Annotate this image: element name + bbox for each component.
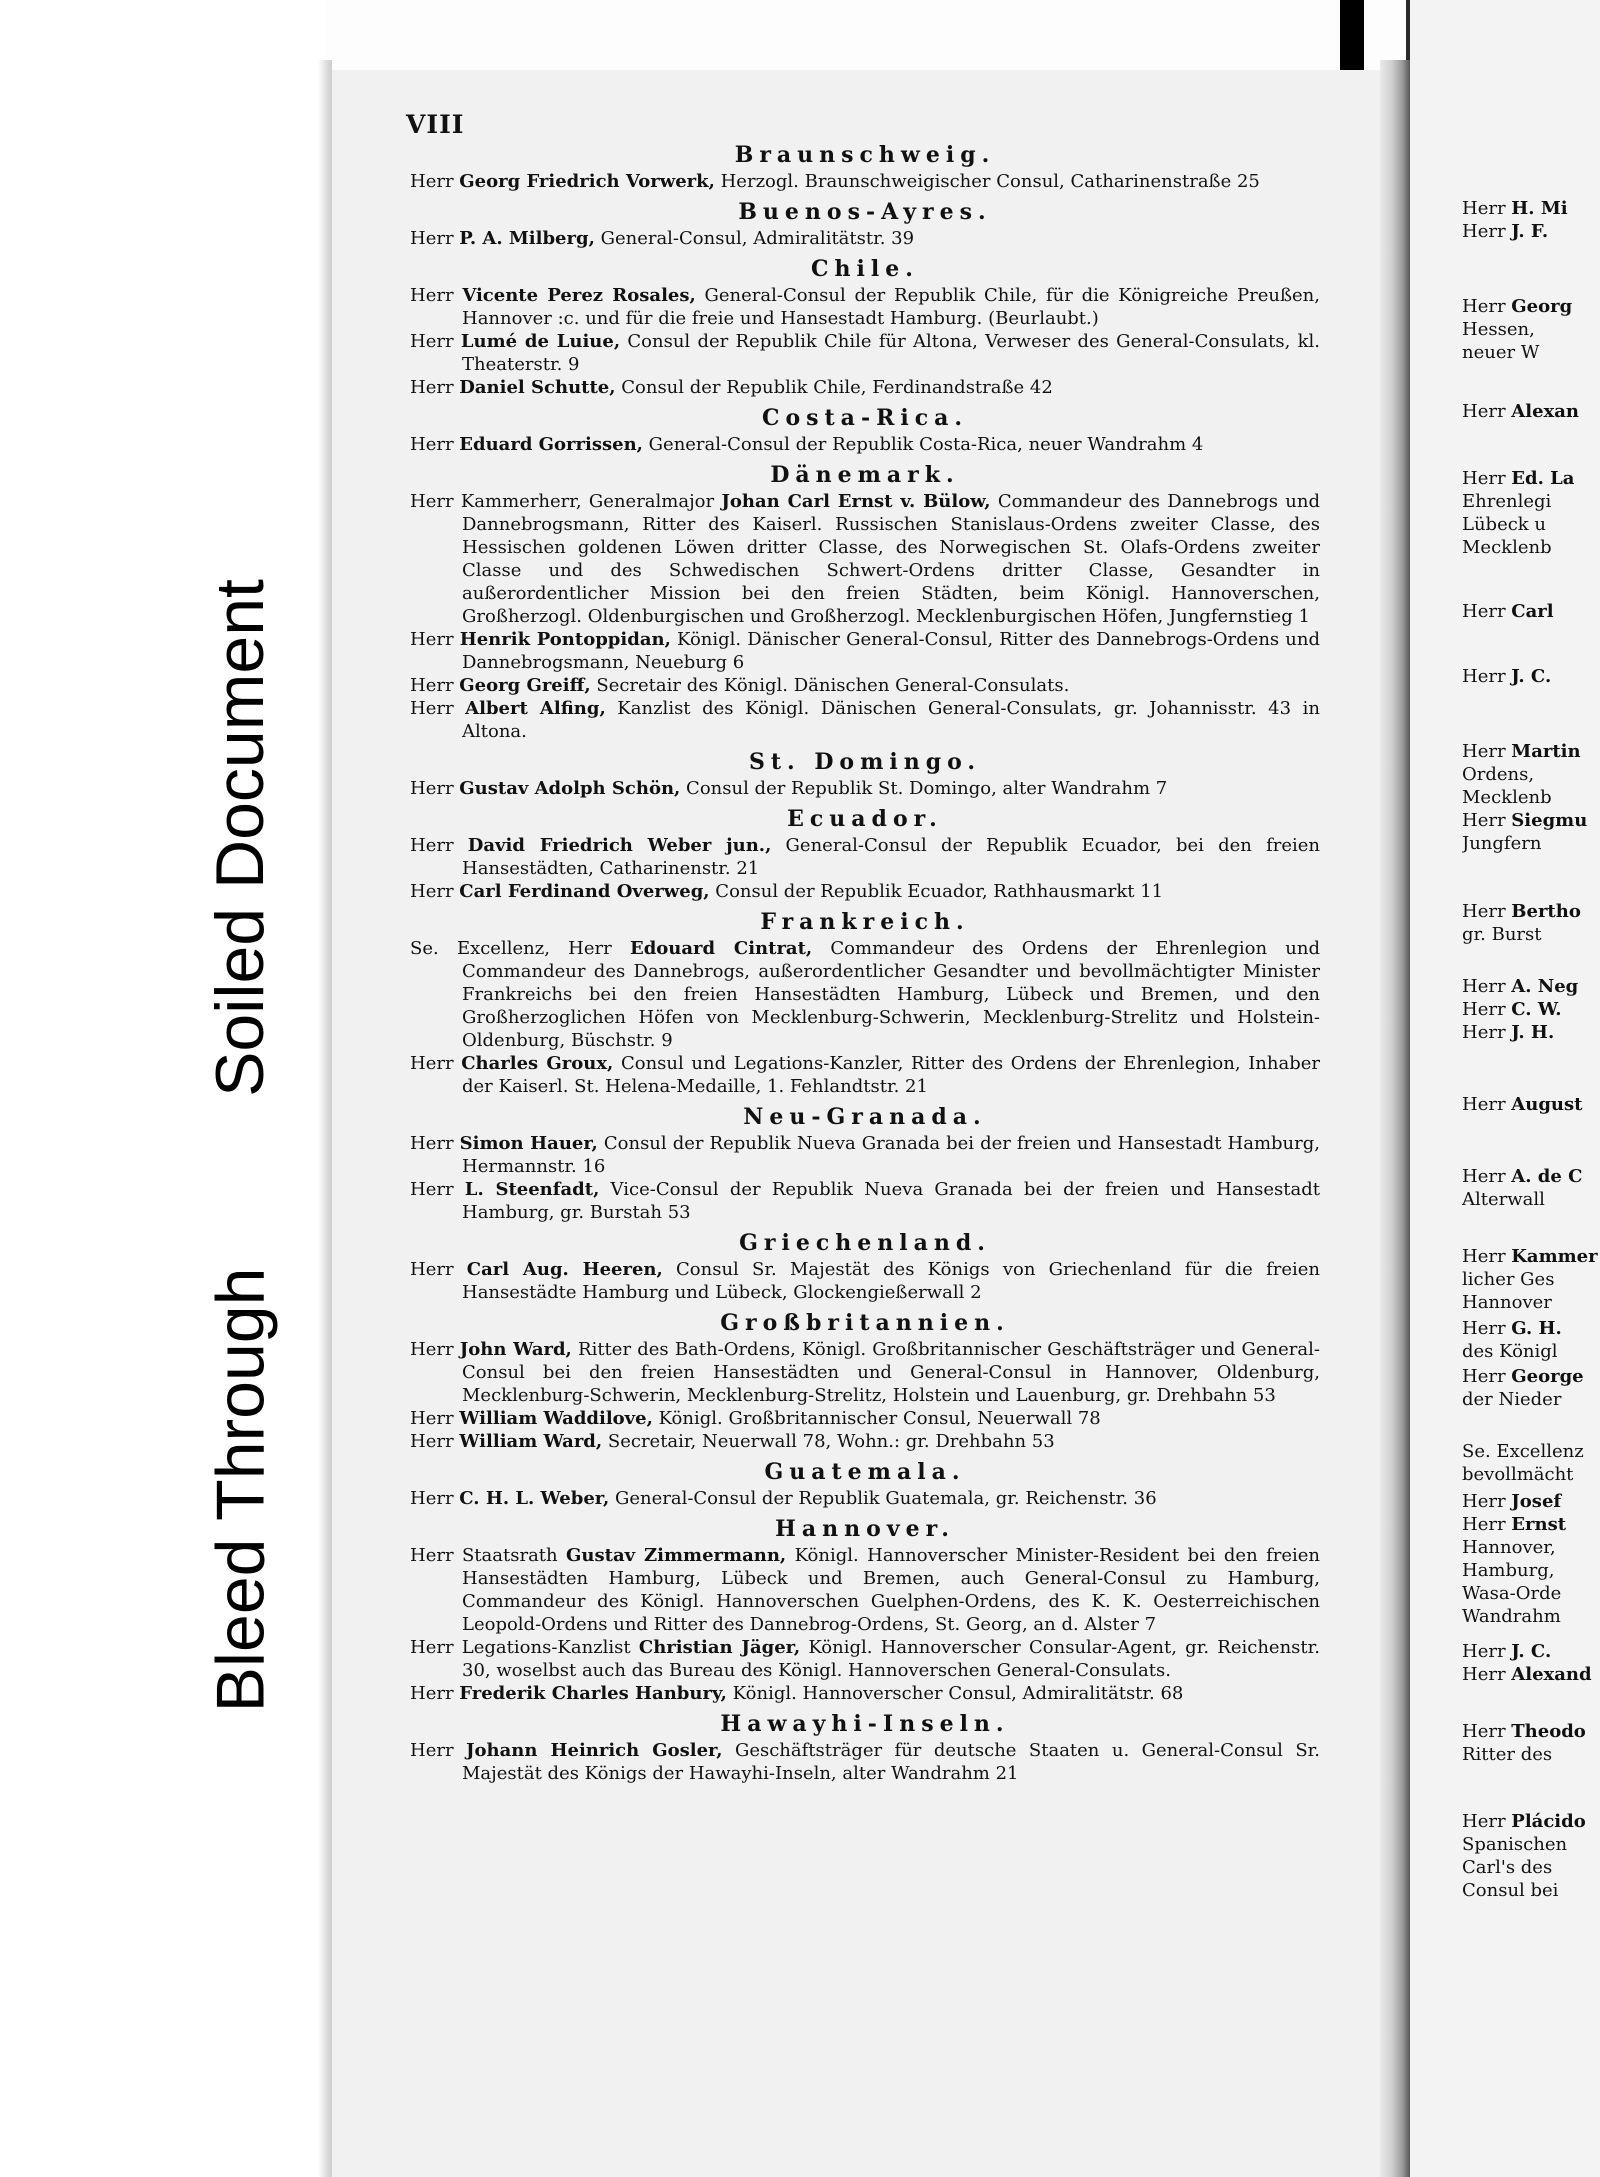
fragment-prefix: Herr	[1462, 296, 1512, 317]
entry-text: General-Consul, Admiralitätstr. 39	[594, 228, 915, 249]
entry	[410, 1178, 1320, 1224]
section-title: Guatemala.	[764, 1459, 966, 1485]
entry-text: Consul der Republik Ecuador, Rathhausmarkt 11	[709, 881, 1164, 902]
entry-name: Christian Jäger,	[638, 1637, 801, 1658]
entry	[410, 674, 1320, 697]
entry-prefix: Herr	[410, 1259, 467, 1280]
entry-name: Gustav Adolph Schön,	[459, 778, 681, 799]
entry-prefix: Herr	[410, 285, 463, 306]
entry-text: Königl. Dänischer General-Consul, Ritter des Dannebrogs-Ordens und Dannebrogsmann, Neueburg 6	[462, 629, 1321, 673]
entry-name: L. Steenfadt,	[464, 1179, 600, 1200]
adjacent-fragment	[1462, 1463, 1600, 1486]
entry	[410, 1739, 1320, 1785]
adjacent-fragment	[1462, 1810, 1600, 1833]
adjacent-fragment	[1462, 1582, 1600, 1605]
entry-text: Consul und Legations-Kanzler, Ritter des Ordens der Ehrenlegion, Inhaber der Kaiserl. St. Helena-Medaille, 1. Fehlandtstr. 21	[462, 1053, 1320, 1097]
adjacent-fragment	[1462, 1317, 1600, 1340]
section-title: Dänemark.	[770, 462, 960, 488]
adjacent-fragment	[1462, 220, 1600, 243]
entry-prefix: Herr	[410, 1488, 460, 1509]
fragment-prefix: Herr	[1462, 401, 1512, 422]
entry-text: Herzogl. Braunschweigischer Consul, Catharinenstraße 25	[714, 171, 1260, 192]
fragment-text: licher Ges	[1462, 1269, 1555, 1290]
entry-prefix: Herr	[410, 1133, 460, 1154]
fragment-prefix: Herr	[1462, 741, 1512, 762]
entry-name: Georg Friedrich Vorwerk,	[459, 171, 715, 192]
adjacent-fragment	[1462, 1340, 1600, 1363]
soiled-document-label	[165, 543, 315, 1133]
fragment-prefix: Herr	[1462, 1094, 1512, 1115]
entry-prefix: Herr	[410, 698, 466, 719]
entry	[410, 330, 1320, 376]
adjacent-fragment	[1462, 1833, 1600, 1856]
entry	[410, 1636, 1320, 1682]
fragment-prefix: Herr	[1462, 1664, 1512, 1685]
entry-text: Secretair des Königl. Dänischen General-Consulats.	[590, 675, 1070, 696]
fragment-name: Kammer	[1511, 1246, 1598, 1267]
entry-text: Consul der Republik Chile für Altona, Verweser des General-Consulats, kl. Theaterstr. 9	[462, 331, 1321, 375]
entry-text: General-Consul der Republik Ecuador, bei den freien Hansestädten, Catharinenstr. 21	[462, 835, 1320, 879]
adjacent-fragment	[1462, 1640, 1600, 1663]
section-title: Buenos-Ayres.	[738, 199, 992, 225]
adjacent-fragment	[1462, 197, 1600, 220]
entry-name: Daniel Schutte,	[459, 377, 616, 398]
entry-name: Simon Hauer,	[459, 1133, 598, 1154]
entry-text: Königl. Hannoverscher Minister-Resident bei den freien Hansestädten Hamburg, Lübeck und Bremen, auch General-Consul zu Hamburg, Commandeur des Königl. Hannoverschen Guelphen-Ordens, des K. K. Oesterreichischen Leopold-Ordens und Ritter des Dannebrog-Ordens, St. Georg, an d. Alster 7	[462, 1545, 1320, 1635]
section	[410, 403, 1320, 456]
adjacent-fragment	[1462, 490, 1600, 513]
fragment-text: Hannover	[1462, 1292, 1552, 1313]
fragment-prefix: Herr	[1462, 666, 1512, 687]
fragment-text: Mecklenb	[1462, 537, 1552, 558]
adjacent-fragment	[1462, 665, 1600, 688]
adjacent-fragment	[1462, 1605, 1600, 1628]
entry-name: Edouard Cintrat,	[629, 938, 813, 959]
fragment-name: J. F.	[1511, 221, 1549, 242]
fragment-prefix: Herr	[1462, 901, 1512, 922]
fragment-text: Spanischen	[1462, 1834, 1568, 1855]
fragment-name: Plácido	[1511, 1811, 1586, 1832]
entry	[410, 1258, 1320, 1304]
entry-prefix: Herr	[410, 778, 460, 799]
section	[410, 1457, 1320, 1510]
entry	[410, 777, 1320, 800]
section	[410, 197, 1320, 250]
entry-prefix: Herr Staatsrath	[410, 1545, 567, 1566]
entry	[410, 490, 1320, 628]
fragment-name: Martin	[1511, 741, 1581, 762]
entry-text: General-Consul der Republik Chile, für die Königreiche Preußen, Hannover :c. und für die freie und Hansestadt Hamburg. (Beurlaubt.)	[462, 285, 1321, 329]
fragment-name: George	[1511, 1366, 1584, 1387]
entry-text: General-Consul der Republik Guatemala, gr. Reichenstr. 36	[609, 1488, 1157, 1509]
entry-text: Commandeur des Ordens der Ehrenlegion und Commandeur des Dannebrogs, außerordentlicher Gesandter und bevollmächtigter Minister Frankreichs bei den freien Hansestädten Hamburg, Lübeck und Bremen, und den Großherzoglichen Höfen von Mecklenburg-Schwerin, Mecklenburg-Strelitz und Holstein-Oldenburg, Büschstr. 9	[462, 938, 1320, 1051]
entry-name: Carl Aug. Heeren,	[466, 1259, 663, 1280]
entry-text: Kanzlist des Königl. Dänischen General-Consulats, gr. Johannisstr. 43 in Altona.	[462, 698, 1320, 742]
entry-text: Consul der Republik Chile, Ferdinandstraße 42	[615, 377, 1053, 398]
entry-text: Ritter des Bath-Ordens, Königl. Großbritannischer Geschäftsträger und General-Consul bei den freien Hansestädten und General-Consul in Hannover, Oldenburg, Mecklenburg-Schwerin, Mecklenburg-Strelitz, Holstein und Lauenburg, gr. Drehbahn 53	[462, 1339, 1320, 1406]
fragment-text: neuer W	[1462, 342, 1540, 363]
entry-prefix: Herr	[410, 434, 460, 455]
entry	[410, 433, 1320, 456]
fragment-text: Alterwall	[1462, 1189, 1545, 1210]
entry-text: Königl. Hannoverscher Consular-Agent, gr. Reichenstr. 30, woselbst auch das Bureau des Königl. Hannoverschen General-Consulats.	[462, 1637, 1320, 1681]
entry-text: Consul der Republik Nueva Granada bei der freien und Hansestadt Hamburg, Hermannstr. 16	[462, 1133, 1320, 1177]
fragment-prefix: Herr	[1462, 810, 1512, 831]
fragment-prefix: Herr	[1462, 1641, 1512, 1662]
page-right-edge	[1380, 60, 1410, 2177]
entry	[410, 1407, 1320, 1430]
entry-prefix: Herr	[410, 331, 461, 352]
entry-name: William Waddilove,	[459, 1408, 653, 1429]
adjacent-fragment	[1462, 1513, 1600, 1536]
fragment-name: Alexand	[1511, 1664, 1592, 1685]
section-title: Griechenland.	[739, 1230, 991, 1256]
section-title: Costa-Rica.	[761, 405, 969, 431]
fragment-prefix: Herr	[1462, 1318, 1512, 1339]
section	[410, 804, 1320, 903]
entry-prefix: Herr	[410, 1053, 462, 1074]
entry-prefix: Se. Excellenz, Herr	[410, 938, 630, 959]
entry-text: Consul Sr. Majestät des Königs von Griechenland für die freien Hansestädte Hamburg und Lübeck, Glockengießerwall 2	[462, 1259, 1320, 1303]
adjacent-fragment	[1462, 1165, 1600, 1188]
fragment-text: Ritter des	[1462, 1744, 1553, 1765]
section	[410, 254, 1320, 399]
fragment-name: Bertho	[1511, 901, 1581, 922]
adjacent-fragment	[1462, 1536, 1600, 1559]
adjacent-fragment	[1462, 998, 1600, 1021]
fragment-text: Lübeck u	[1462, 514, 1547, 535]
entry-prefix: Herr	[410, 835, 468, 856]
fragment-prefix: Herr	[1462, 221, 1512, 242]
entry	[410, 1682, 1320, 1705]
entry	[410, 1544, 1320, 1636]
fragment-prefix: Herr	[1462, 976, 1512, 997]
adjacent-fragment	[1462, 1440, 1600, 1463]
fragment-name: H. Mi	[1511, 198, 1568, 219]
adjacent-fragment	[1462, 318, 1600, 341]
fragment-name: A. de C	[1511, 1166, 1583, 1187]
adjacent-fragment	[1462, 1490, 1600, 1513]
entry-text: Geschäftsträger für deutsche Staaten u. General-Consul Sr. Majestät des Königs der Hawayhi-Inseln, alter Wandrahm 21	[462, 1740, 1321, 1784]
adjacent-fragment	[1462, 536, 1600, 559]
adjacent-fragment	[1462, 1188, 1600, 1211]
entry-prefix: Herr	[410, 377, 460, 398]
adjacent-fragment	[1462, 600, 1600, 623]
adjacent-fragment	[1462, 809, 1600, 832]
adjacent-fragment	[1462, 923, 1600, 946]
entry-text: Königl. Großbritannischer Consul, Neuerwall 78	[652, 1408, 1101, 1429]
fragment-text: Consul bei	[1462, 1880, 1559, 1901]
entry-text: Vice-Consul der Republik Nueva Granada bei der freien und Hansestadt Hamburg, gr. Burstah 53	[462, 1179, 1320, 1223]
entry	[410, 880, 1320, 903]
entry	[410, 170, 1320, 193]
adjacent-fragment	[1462, 900, 1600, 923]
section-title: Ecuador.	[787, 806, 943, 832]
section	[410, 1709, 1320, 1785]
fragment-prefix: Se. Excellenz	[1462, 1441, 1584, 1462]
entry-name: Lumé de Luiue,	[460, 331, 621, 352]
fragment-text: gr. Burst	[1462, 924, 1542, 945]
fragment-text: Hannover,	[1462, 1537, 1556, 1558]
section	[410, 1228, 1320, 1304]
adjacent-fragment	[1462, 975, 1600, 998]
entry-name: Henrik Pontoppidan,	[459, 629, 671, 650]
fragment-name: Theodo	[1511, 1721, 1586, 1742]
section-title: Hawayhi-Inseln.	[720, 1711, 1010, 1737]
entry-text: Consul der Republik St. Domingo, alter Wandrahm 7	[680, 778, 1168, 799]
section-title: Chile.	[811, 256, 919, 282]
section-title: Hannover.	[775, 1516, 955, 1542]
entry-name: David Friedrich Weber jun.,	[467, 835, 772, 856]
fragment-name: J. C.	[1511, 666, 1552, 687]
entry-prefix: Herr	[410, 675, 460, 696]
fragment-text: Wasa-Orde	[1462, 1583, 1562, 1604]
section-title: Neu-Granada.	[743, 1104, 987, 1130]
entry-prefix: Herr	[410, 1408, 460, 1429]
fragment-prefix: Herr	[1462, 1514, 1512, 1535]
entry	[410, 1487, 1320, 1510]
section	[410, 1102, 1320, 1224]
entry-name: William Ward,	[459, 1431, 603, 1452]
entry	[410, 1338, 1320, 1407]
entry	[410, 628, 1320, 674]
fragment-name: Carl	[1511, 601, 1554, 622]
fragment-name: C. W.	[1511, 999, 1562, 1020]
entry-name: Eduard Gorrissen,	[459, 434, 643, 455]
bleed-through-label	[165, 1195, 315, 1785]
entry-prefix: Herr	[410, 171, 460, 192]
entry-name: C. H. L. Weber,	[459, 1488, 610, 1509]
adjacent-fragment	[1462, 1879, 1600, 1902]
entry-prefix: Herr	[410, 1179, 465, 1200]
fragment-text: Hamburg,	[1462, 1560, 1555, 1581]
entry-prefix: Herr	[410, 1740, 467, 1761]
entry	[410, 937, 1320, 1052]
adjacent-fragment	[1462, 786, 1600, 809]
fragment-prefix: Herr	[1462, 1246, 1512, 1267]
fragment-prefix: Herr	[1462, 1022, 1512, 1043]
fragment-text: der Nieder	[1462, 1389, 1562, 1410]
section	[410, 460, 1320, 743]
adjacent-fragment	[1462, 1268, 1600, 1291]
fragment-text: Carl's des	[1462, 1857, 1553, 1878]
adjacent-fragment	[1462, 341, 1600, 364]
section-title: Frankreich.	[760, 909, 970, 935]
fragment-text: Jungfern	[1462, 833, 1542, 854]
fragment-prefix: Herr	[1462, 198, 1512, 219]
entry-prefix: Herr	[410, 1339, 460, 1360]
adjacent-fragment	[1462, 1663, 1600, 1686]
entry-prefix: Herr Legations-Kanzlist	[410, 1637, 639, 1658]
adjacent-fragment	[1462, 1743, 1600, 1766]
fragment-name: G. H.	[1511, 1318, 1562, 1339]
fragment-text: Ehrenlegi	[1462, 491, 1552, 512]
section	[410, 140, 1320, 193]
adjacent-fragment	[1462, 1021, 1600, 1044]
fragment-prefix: Herr	[1462, 1491, 1512, 1512]
fragment-prefix: Herr	[1462, 601, 1512, 622]
fragment-prefix: Herr	[1462, 1811, 1512, 1832]
entry-name: Frederik Charles Hanbury,	[459, 1683, 727, 1704]
fragment-name: A. Neg	[1511, 976, 1579, 997]
adjacent-fragment	[1462, 513, 1600, 536]
section-title: St. Domingo.	[748, 749, 982, 775]
entry-name: Gustav Zimmermann,	[566, 1545, 787, 1566]
fragment-name: Siegmu	[1511, 810, 1588, 831]
entry-name: John Ward,	[459, 1339, 572, 1360]
entry	[410, 1052, 1320, 1098]
gutter-shadow	[1340, 0, 1364, 70]
entry	[410, 1132, 1320, 1178]
adjacent-fragment	[1462, 763, 1600, 786]
entry-name: P. A. Milberg,	[459, 228, 595, 249]
directory-text	[410, 110, 1320, 1785]
fragment-text: Mecklenb	[1462, 787, 1552, 808]
entry-prefix: Herr	[410, 629, 460, 650]
entry-name: Albert Alfing,	[465, 698, 606, 719]
fragment-prefix: Herr	[1462, 1366, 1512, 1387]
entry-text: General-Consul der Republik Costa-Rica, neuer Wandrahm 4	[642, 434, 1204, 455]
adjacent-fragment	[1462, 1093, 1600, 1116]
fragment-name: Ernst	[1511, 1514, 1567, 1535]
fragment-name: Ed. La	[1511, 468, 1575, 489]
section	[410, 1514, 1320, 1705]
entry	[410, 227, 1320, 250]
page-left-shadow	[318, 60, 332, 2177]
entry-prefix: Herr	[410, 881, 460, 902]
fragment-text: Ordens,	[1462, 764, 1535, 785]
bleed-through-text: Bleed Through	[202, 1267, 279, 1713]
entry-prefix: Herr	[410, 228, 460, 249]
section-title: Braunschweig.	[734, 142, 996, 168]
fragment-text: des Königl	[1462, 1341, 1558, 1362]
entry	[410, 284, 1320, 330]
fragment-text: Wandrahm	[1462, 1606, 1561, 1627]
fragment-prefix: Herr	[1462, 1166, 1512, 1187]
entry-text: Königl. Hannoverscher Consul, Admiralitätstr. 68	[726, 1683, 1184, 1704]
entry-name: Georg Greiff,	[459, 675, 591, 696]
fragment-text: Hessen,	[1462, 319, 1535, 340]
fragment-text: bevollmächt	[1462, 1464, 1574, 1485]
adjacent-fragment	[1462, 295, 1600, 318]
page-number: VIII	[406, 110, 465, 139]
entry-name: Vicente Perez Rosales,	[462, 285, 696, 306]
entry-prefix: Herr	[410, 1683, 460, 1704]
adjacent-fragment	[1462, 740, 1600, 763]
fragment-prefix: Herr	[1462, 999, 1512, 1020]
fragment-prefix: Herr	[1462, 1721, 1512, 1742]
entry-prefix: Herr Kammerherr, Generalmajor	[410, 491, 722, 512]
fragment-name: Josef	[1511, 1491, 1562, 1512]
adjacent-fragment	[1462, 832, 1600, 855]
entry-text: Secretair, Neuerwall 78, Wohn.: gr. Drehbahn 53	[602, 1431, 1055, 1452]
fragment-name: Alexan	[1511, 401, 1580, 422]
entry-text: Commandeur des Dannebrogs und Dannebrogsmann, Ritter des Kaiserl. Russischen Stanislaus-Ordens zweiter Classe, des Hessischen goldenen Löwen dritter Classe, des Norwegischen St. Olafs-Ordens zweiter Classe und des Schwedischen Schwert-Ordens dritter Classe, Gesandter in außerordentlicher Mission bei den freien Städten, beim Königl. Hannoverschen, Großherzogl. Oldenburgischen und Großherzogl. Mecklenburgischen Höfen, Jungfernstieg 1	[462, 491, 1320, 627]
adjacent-fragment	[1462, 1720, 1600, 1743]
entry-name: Charles Groux,	[461, 1053, 614, 1074]
soiled-document-text: Soiled Document	[202, 579, 278, 1097]
adjacent-fragment	[1462, 1291, 1600, 1314]
section	[410, 1308, 1320, 1453]
adjacent-fragment	[1462, 1856, 1600, 1879]
section	[410, 747, 1320, 800]
section-title: Großbritannien.	[720, 1310, 1010, 1336]
adjacent-fragment	[1462, 1365, 1600, 1388]
fragment-name: August	[1511, 1094, 1583, 1115]
adjacent-fragment	[1462, 1245, 1600, 1268]
entry	[410, 834, 1320, 880]
adjacent-fragment	[1462, 400, 1600, 423]
fragment-prefix: Herr	[1462, 468, 1512, 489]
adjacent-fragment	[1462, 1388, 1600, 1411]
entry	[410, 376, 1320, 399]
entry	[410, 697, 1320, 743]
entry-prefix: Herr	[410, 1431, 460, 1452]
entry-name: Johann Heinrich Gosler,	[466, 1740, 723, 1761]
entry-name: Johan Carl Ernst v. Bülow,	[721, 491, 991, 512]
fragment-name: J. C.	[1511, 1641, 1552, 1662]
fragment-name: Georg	[1511, 296, 1573, 317]
adjacent-fragment	[1462, 467, 1600, 490]
adjacent-fragment	[1462, 1559, 1600, 1582]
entry-name: Carl Ferdinand Overweg,	[459, 881, 710, 902]
section	[410, 907, 1320, 1098]
fragment-name: J. H.	[1511, 1022, 1555, 1043]
entry	[410, 1430, 1320, 1453]
